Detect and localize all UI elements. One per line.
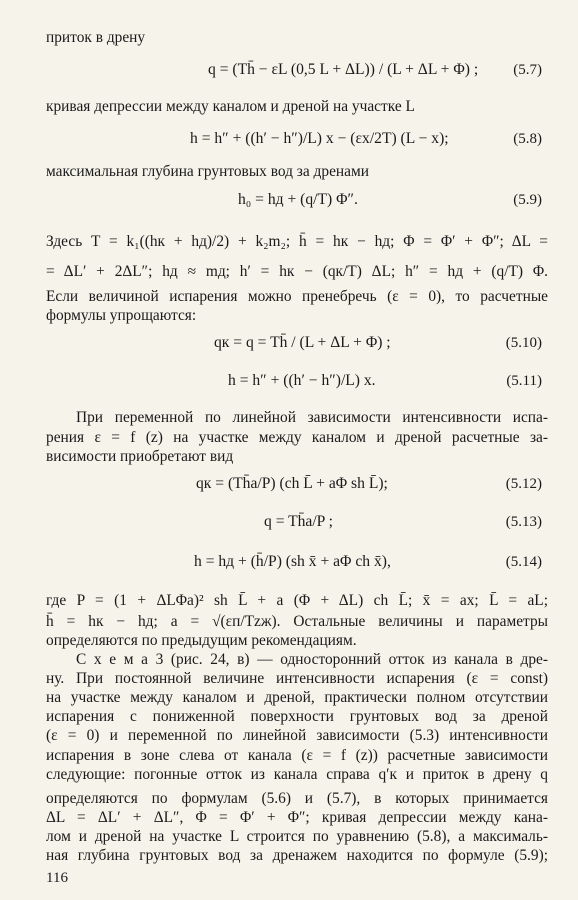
text-line: на участке между каналом и дреной, практически полном отсутствии [46, 689, 548, 706]
text-line: ΔL = ΔL′ + ΔL″, Φ = Φ′ + Φ″; кривая депрессии между кана- [46, 809, 548, 826]
text-line: приток в дрену [46, 29, 146, 46]
equation-number: (5.11) [506, 373, 542, 389]
text-line: испарения в зоне слева от канала (ε = f (z)) расчетные зависимости [46, 747, 548, 764]
equation-5-10: qк = q = Th̄ / (L + ΔL + Φ) ; [214, 334, 391, 351]
equation-5-12: qк = (Th̄a/P) (ch L̄ + aΦ sh L̄); [196, 475, 388, 492]
equation-number: (5.7) [513, 62, 542, 78]
text-line: Здесь T = k₁((hк + hд)/2) + k₂m₂; h̄ = hк − hд; Φ = Φ′ + Φ″; ΔL = [46, 233, 548, 250]
equation-number: (5.14) [505, 554, 542, 570]
text-line: Если величиной испарения можно пренебречь (ε = 0), то расчетные [46, 288, 548, 305]
equation-number: (5.12) [505, 476, 542, 492]
equation-number: (5.9) [513, 192, 542, 208]
text-line: рения ε = f (z) на участке между каналом и дреной расчетные за- [46, 429, 548, 446]
text-line: С х е м а 3 (рис. 24, в) — односторонний отток из канала в дре- [76, 651, 548, 668]
text-line: лом и дреной на участке L строится по уравнению (5.8), а максималь- [46, 828, 548, 845]
text-line: висимости приобретают вид [46, 448, 234, 465]
equation-5-8: h = h″ + ((h′ − h″)/L) x − (εx/2T) (L − x); [190, 130, 449, 147]
page-number: 116 [46, 870, 68, 886]
equation-5-7: q = (Th̄ − εL (0,5 L + ΔL)) / (L + ΔL + Φ) ; [208, 61, 479, 78]
equation-5-13: q = Th̄a/P ; [264, 513, 334, 530]
equation-5-14: h = hд + (h̄/P) (sh x̄ + aΦ ch x̄), [194, 553, 391, 570]
equation-5-11: h = h″ + ((h′ − h″)/L) x. [228, 372, 376, 389]
text-line: определяются по предыдущим рекомендациям. [46, 632, 357, 649]
text-line: максимальная глубина грунтовых вод за дренами [46, 163, 369, 180]
equation-number: (5.13) [505, 514, 542, 530]
text-line: формулы упрощаются: [46, 307, 197, 324]
equation-number: (5.8) [513, 131, 542, 147]
text-line: следующие: погонные отток из канала справа q′к и приток в дрену q [46, 766, 548, 783]
text-line: ну. При постоянной величине интенсивности испарения (ε = const) [46, 670, 548, 687]
text-line: h̄ = hк − hд; a = √(εп/Tzж). Остальные величины и параметры [46, 613, 548, 630]
text-line: определяются по формулам (5.6) и (5.7), в которых принимается [46, 790, 548, 807]
text-line: где P = (1 + ΔLΦa)² sh L̄ + a (Φ + ΔL) ch L̄; x̄ = ax; L̄ = aL; [46, 592, 548, 609]
equation-5-9: h₀ = hд + (q/T) Φ″. [238, 191, 358, 208]
text-line: = ΔL′ + 2ΔL″; hд ≈ mд; h′ = hк − (qк/T) ΔL; h″ = hд + (q/T) Φ. [46, 263, 548, 280]
text-line: ная глубина грунтовых вод за дренажем находится по формуле (5.9); [46, 847, 548, 864]
text-line: кривая депрессии между каналом и дреной на участке L [46, 98, 415, 115]
text-line: испарения с пониженной поверхности грунтовых вод за дреной [46, 708, 548, 725]
text-line: При переменной по линейной зависимости интенсивности испа- [76, 409, 548, 426]
equation-number: (5.10) [505, 335, 542, 351]
text-line: (ε = 0) и переменной по линейной зависимости (5.3) интенсивности [46, 727, 548, 744]
